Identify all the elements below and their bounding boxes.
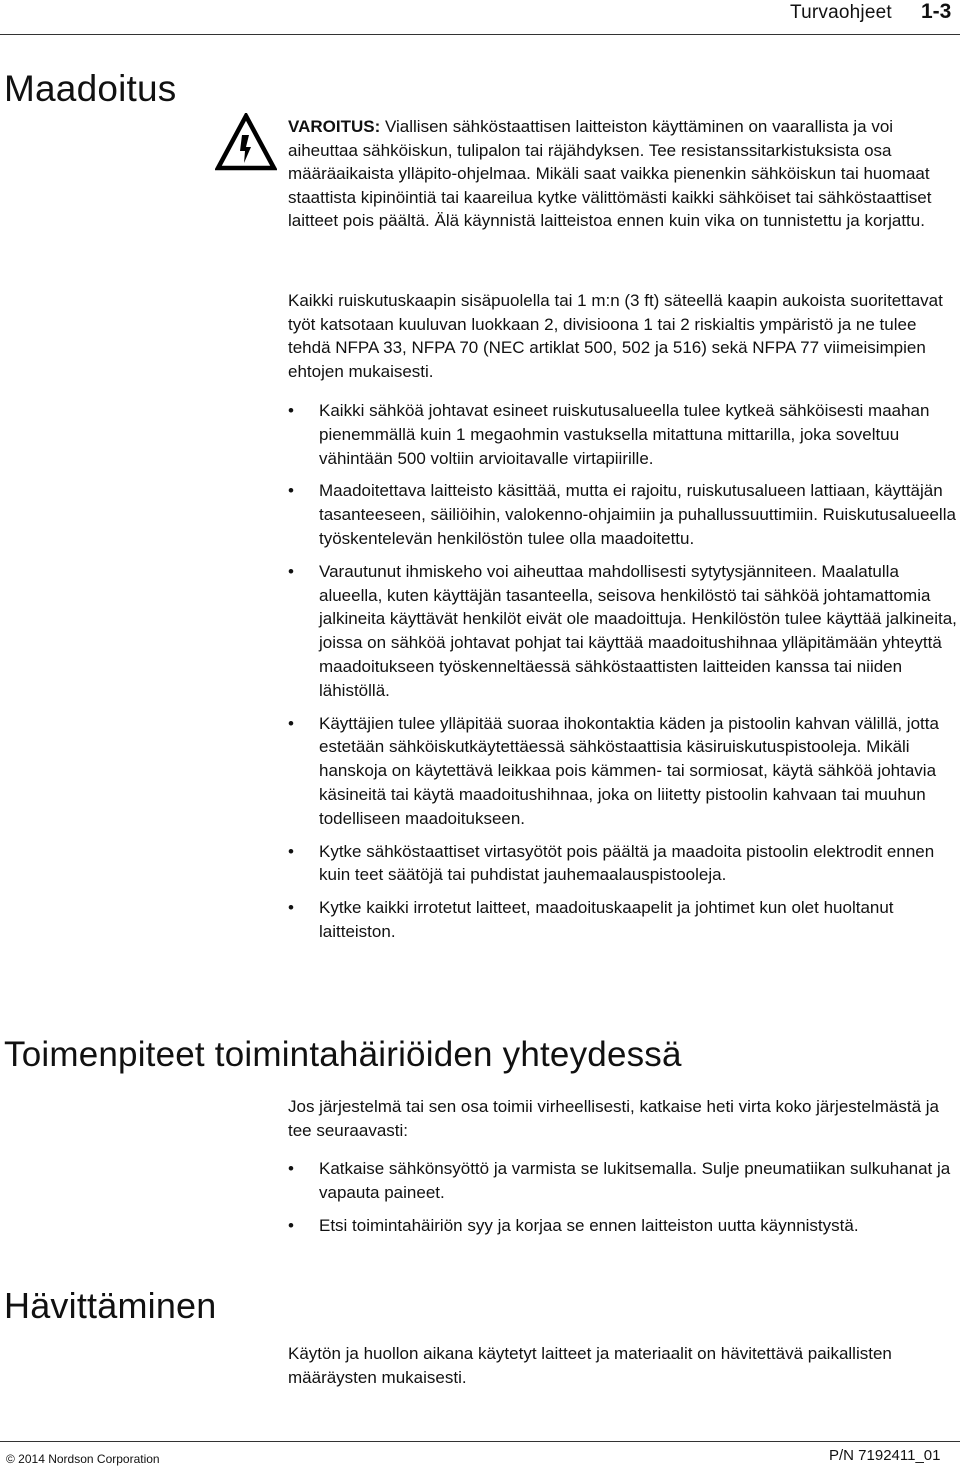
bullet-icon: •: [288, 401, 294, 420]
grounding-intro: Kaikki ruiskutuskaapin sisäpuolella tai 1 m:n (3 ft) säteellä kaapin aukoista suoritettavat työt katsotaan kuuluvan luokkaan 2, divisioona 1 tai 2 riskialtis ympäristö ja ne tulee tehdä NFPA 33, NFPA 70 (NEC artiklat 500, 502 ja 516) sekä NFPA 77 viimeisimpien ehtojen mukaisesti.: [288, 291, 943, 381]
footer-part-number: P/N 7192411_01: [829, 1447, 941, 1464]
electrical-hazard-warning-icon: [215, 113, 277, 176]
bullet-icon: •: [288, 561, 294, 581]
section-heading-malfunction: Toimenpiteet toimintahäiriöiden yhteydessä: [4, 1035, 682, 1074]
list-item: • Kytke sähköstaattiset virtasyötöt pois päältä ja maadoita pistoolin elektrodit ennen kuin teet säätöjä tai puhdistat jauhemaalauspistooleja.: [288, 841, 935, 885]
disposal-text: Käytön ja huollon aikana käytetyt laitteet ja materiaalit on hävitettävä paikallisten määräysten mukaisesti.: [288, 1344, 892, 1387]
bullet-icon: •: [288, 713, 294, 733]
list-item: • Käyttäjien tulee ylläpitää suoraa ihokontaktia käden ja pistoolin kahvan välillä, jotta estetään sähköiskutkäytettäessä sähköstaattisia käsiruiskutuspistooleja. Mikäli hanskoja on käytettävä leikkaa pois kämmen- tai sormiosat, käytä sähköä johtavia käsineitä tai käytä maadoitushihnaa, joka on liitetty pistoolin kahvaan tai muuhun todelliseen maadoitukseen.: [288, 713, 939, 828]
footer-copyright: © 2014 Nordson Corporation: [6, 1452, 160, 1466]
malfunction-bullet-list: [288, 1157, 958, 1237]
footer-divider: [0, 1441, 960, 1442]
list-item: • Katkaise sähkönsyöttö ja varmista se lukitsemalla. Sulje pneumatiikan sulkuhanat ja vapauta paineet.: [288, 1159, 951, 1202]
bullet-icon: •: [288, 898, 294, 918]
header-divider: [0, 34, 960, 35]
bullet-icon: •: [288, 1159, 294, 1178]
warning-label: VAROITUS:: [288, 117, 381, 136]
list-item: • Varautunut ihmiskeho voi aiheuttaa mahdollisesti sytytysjänniteen. Maalatulla alueella, kuten käyttäjän tasanteella, seisova henkilöstö tai sähköä johtamattomia jalkineita käyttävät henkilöt eivät ole maadoittuja. Henkilöstön tulee käyttää jalkineita, joissa on sähköä johtavat pohjat tai käyttää maadoitushihnaa ylläpitämään yhteyttä maadoitukseen työskenneltäessä sähköstaattisten laitteiden kanssa tai niiden lähistöllä.: [288, 561, 957, 700]
warning-paragraph: [288, 115, 956, 233]
section-heading-grounding: Maadoitus: [4, 68, 177, 109]
bullet-icon: •: [288, 841, 294, 861]
bullet-icon: •: [288, 1215, 294, 1235]
list-item: • Kaikki sähköä johtavat esineet ruiskutusalueella tulee kytkeä sähköisesti maahan pienemmällä kuin 1 megaohmin vastuksella mitattuna mittarilla, joka soveltuu vähintään 500 voltiin arvioitavalle virtapiirille.: [288, 401, 930, 468]
section-heading-disposal: Hävittäminen: [4, 1285, 217, 1326]
list-item: • Kytke kaikki irrotetut laitteet, maadoituskaapelit ja johtimet kun olet huoltanut laitteiston.: [288, 898, 894, 941]
page-number: 1-3: [921, 0, 952, 23]
list-item: • Etsi toimintahäiriön syy ja korjaa se ennen laitteiston uutta käynnistystä.: [288, 1214, 958, 1238]
grounding-bullet-list: [288, 399, 958, 944]
bullet-icon: •: [288, 481, 294, 501]
running-header-title: Turvaohjeet: [790, 2, 892, 23]
malfunction-intro: Jos järjestelmä tai sen osa toimii virheellisesti, katkaise heti virta koko järjestelmästä ja tee seuraavasti:: [288, 1097, 939, 1140]
warning-text: Viallisen sähköstaattisen laitteiston käyttäminen on vaarallista ja voi aiheuttaa sähköiskun, tulipalon tai räjähdyksen. Tee resistanssitarkistuksista osa määräaikaista ylläpito-ohjelmaa. Mikäli saat vaikka pienenkin sähköiskun tai huomaat staattista kipinöintiä tai kaareilua kytke välittömästi kaikki sähköiset tai sähköstaattiset laitteet pois päältä. Älä käynnistä laitteistoa ennen kuin vika on tunnistettu ja korjattu.: [288, 117, 932, 231]
list-item: • Maadoitettava laitteisto käsittää, mutta ei rajoitu, ruiskutusalueen lattiaan, käyttäjän tasanteeseen, säiliöihin, valokenno-ohjaimiin ja puhallussuuttimiin. Ruiskutusalueella työskentelevän henkilöstön tulee olla maadoitettu.: [288, 481, 956, 548]
